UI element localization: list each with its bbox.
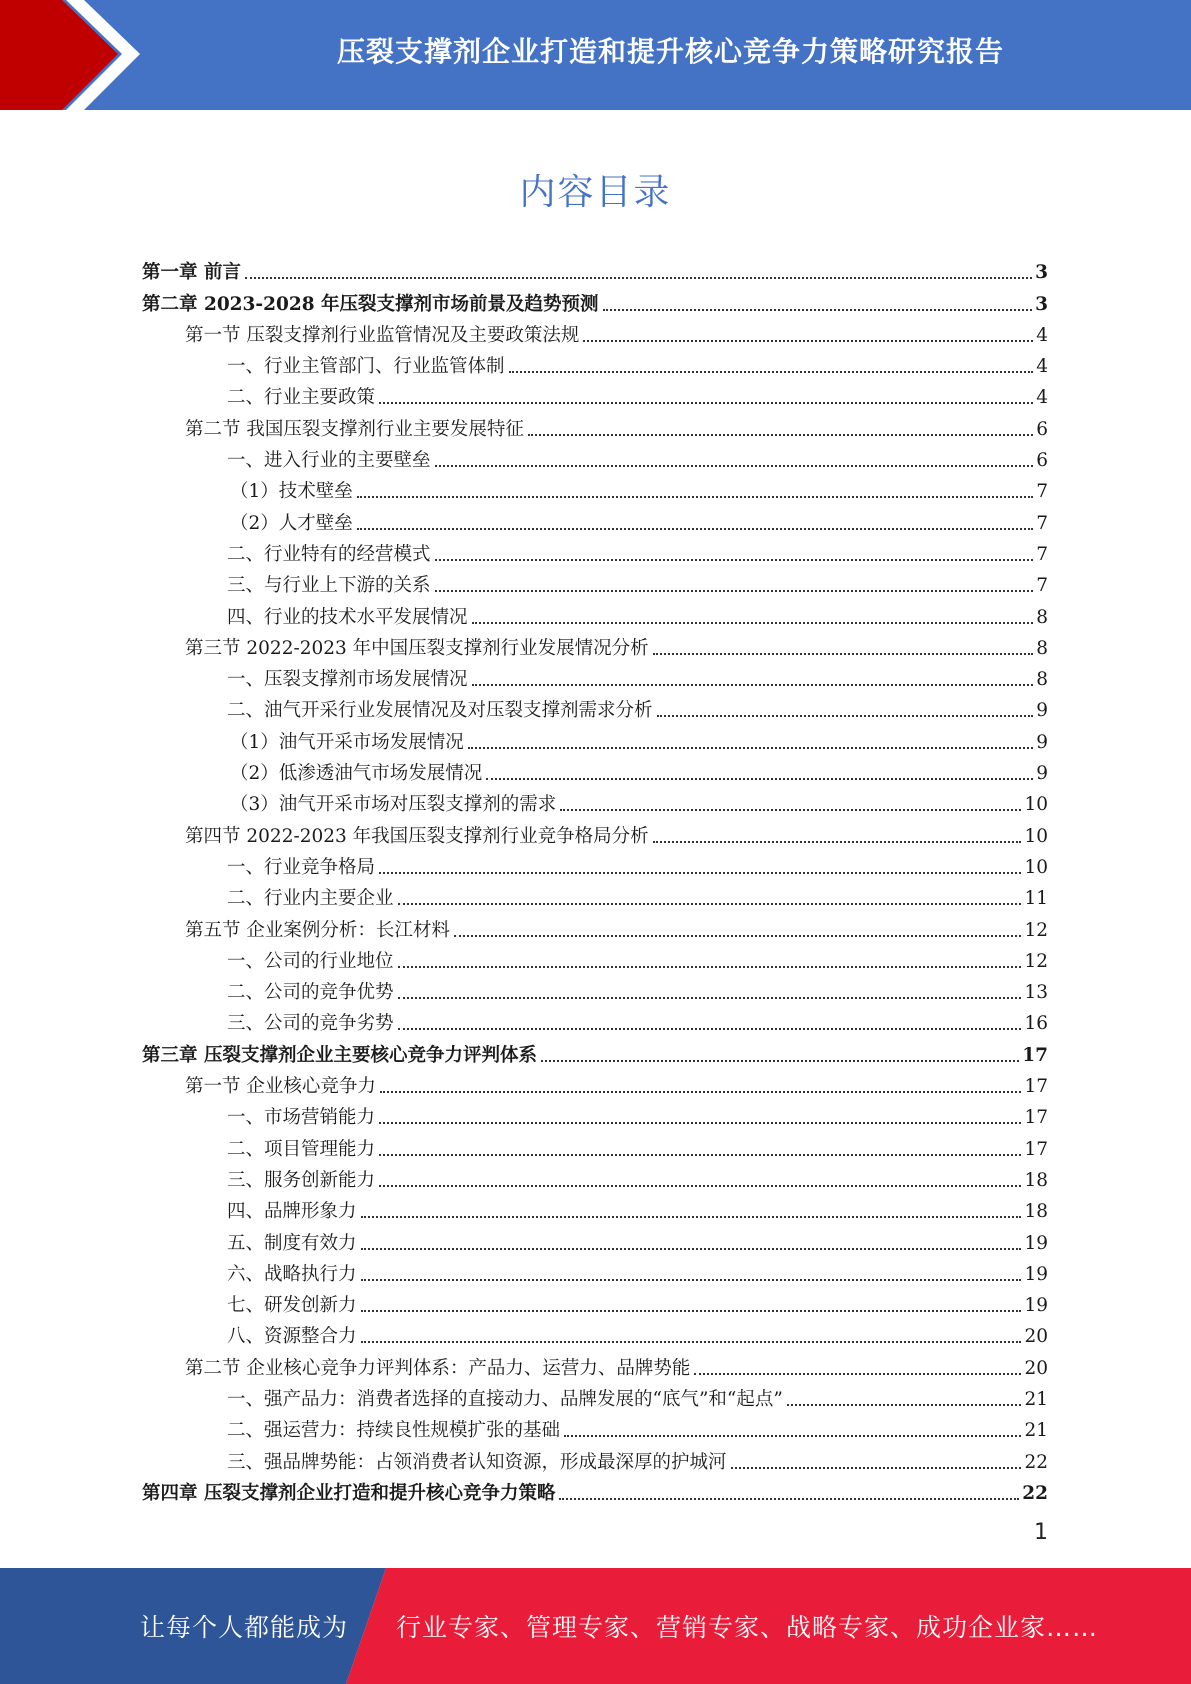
toc-entry-title: 第四节 2022-2023 年我国压裂支撑剂行业竞争格局分析 [185, 825, 649, 847]
toc-entry-title: 六、战略执行力 [227, 1263, 357, 1285]
toc-entry-title: （3）油气开采市场对压裂支撑剂的需求 [230, 794, 557, 816]
toc-entry[interactable] [142, 1286, 1048, 1317]
toc-entry-title: （2）人才壁垒 [230, 512, 353, 534]
toc-entry-page: 8 [1036, 669, 1048, 691]
toc-entry-title: 第一章 前言 [142, 262, 241, 284]
toc-dot-leader [583, 340, 1033, 342]
toc-entry-title: 第二节 企业核心竞争力评判体系：产品力、运营力、品牌势能 [185, 1357, 691, 1379]
toc-entry[interactable] [142, 816, 1048, 847]
toc-entry[interactable] [142, 785, 1048, 816]
toc-entry[interactable] [142, 441, 1048, 472]
toc-entry-title: 一、进入行业的主要壁垒 [227, 450, 431, 472]
toc-entry-page: 7 [1036, 543, 1048, 565]
toc-entry-page: 10 [1024, 794, 1048, 816]
toc-entry[interactable] [142, 284, 1048, 315]
toc-entry-title: 二、行业内主要企业 [227, 888, 394, 910]
toc-entry[interactable] [142, 1442, 1048, 1473]
toc-entry-page: 18 [1024, 1169, 1048, 1191]
toc-entry-page: 21 [1024, 1388, 1048, 1410]
toc-entry-page: 22 [1022, 1482, 1048, 1504]
toc-entry-title: （1）油气开采市场发展情况 [230, 731, 464, 753]
toc-entry-page: 22 [1024, 1451, 1048, 1473]
toc-entry-title: 三、公司的竞争劣势 [227, 1013, 394, 1035]
toc-entry-page: 7 [1036, 481, 1048, 503]
toc-entry-title: 二、公司的竞争优势 [227, 982, 394, 1004]
toc-entry-title: 第四章 压裂支撑剂企业打造和提升核心竞争力策略 [142, 1482, 556, 1504]
toc-entry[interactable] [142, 316, 1048, 347]
toc-entry-title: 五、制度有效力 [227, 1232, 357, 1254]
toc-dot-leader [653, 653, 1034, 655]
toc-entry[interactable] [142, 1067, 1048, 1098]
toc-entry-title: 第二章 2023-2028 年压裂支撑剂市场前景及趋势预测 [142, 293, 599, 315]
toc-entry[interactable] [142, 848, 1048, 879]
toc-entry[interactable] [142, 1348, 1048, 1379]
toc-dot-leader [603, 309, 1033, 311]
toc-entry-page: 10 [1024, 856, 1048, 878]
toc-entry-title: 二、油气开采行业发展情况及对压裂支撑剂需求分析 [227, 700, 653, 722]
footer-banner [0, 1568, 1191, 1684]
toc-dot-leader [560, 809, 1021, 811]
toc-dot-leader [357, 528, 1033, 530]
toc-entry-page: 6 [1036, 450, 1048, 472]
toc-dot-leader [559, 1498, 1019, 1500]
toc-entry[interactable] [142, 1035, 1048, 1066]
toc-entry[interactable] [142, 660, 1048, 691]
toc-entry-page: 9 [1036, 700, 1048, 722]
toc-dot-leader [379, 872, 1021, 874]
toc-entry-page: 21 [1024, 1420, 1048, 1442]
toc-entry[interactable] [142, 910, 1048, 941]
toc-entry-page: 4 [1036, 324, 1048, 346]
toc-entry-title: 第一节 压裂支撑剂行业监管情况及主要政策法规 [185, 324, 580, 346]
footer-slogan-right: 行业专家、管理专家、营销专家、战略专家、成功企业家…… [396, 1613, 1099, 1642]
toc-dot-leader [398, 1028, 1022, 1030]
toc-entry-title: 三、服务创新能力 [227, 1169, 376, 1191]
toc-entry-page: 16 [1024, 1013, 1048, 1035]
toc-entry-page: 4 [1036, 387, 1048, 409]
toc-dot-leader [657, 715, 1034, 717]
toc-entry[interactable] [142, 754, 1048, 785]
toc-entry-page: 12 [1024, 950, 1048, 972]
toc-entry-title: 第二节 我国压裂支撑剂行业主要发展特征 [185, 418, 524, 440]
toc-entry[interactable] [142, 1161, 1048, 1192]
toc-dot-leader [398, 903, 1022, 905]
toc-dot-leader [361, 1310, 1022, 1312]
toc-entry-title: 一、压裂支撑剂市场发展情况 [227, 669, 468, 691]
toc-entry-page: 20 [1024, 1357, 1048, 1379]
toc-entry-title: 一、行业主管部门、行业监管体制 [227, 356, 505, 378]
toc-dot-leader [379, 1154, 1021, 1156]
toc-entry-page: 17 [1024, 1076, 1048, 1098]
toc-dot-leader [435, 590, 1034, 592]
toc-dot-leader [245, 277, 1032, 279]
toc-entry-page: 7 [1036, 575, 1048, 597]
toc-entry-title: （1）技术壁垒 [230, 481, 353, 503]
toc-dot-leader [528, 434, 1033, 436]
toc-dot-leader [361, 1341, 1022, 1343]
toc-entry[interactable] [142, 879, 1048, 910]
toc-dot-leader [472, 622, 1034, 624]
toc-entry-page: 11 [1024, 888, 1048, 910]
toc-entry-title: 七、研发创新力 [227, 1295, 357, 1317]
table-of-contents [142, 253, 1048, 1505]
toc-dot-leader [731, 1467, 1022, 1469]
toc-entry-title: 第三节 2022-2023 年中国压裂支撑剂行业发展情况分析 [185, 637, 649, 659]
page-number: 1 [1034, 1520, 1048, 1545]
toc-entry-page: 18 [1024, 1201, 1048, 1223]
toc-dot-leader [509, 371, 1034, 373]
toc-entry-title: 第三章 压裂支撑剂企业主要核心竞争力评判体系 [142, 1044, 537, 1066]
toc-dot-leader [380, 1091, 1022, 1093]
toc-entry-page: 19 [1024, 1232, 1048, 1254]
toc-dot-leader [435, 465, 1034, 467]
toc-entry-page: 9 [1036, 763, 1048, 785]
toc-dot-leader [379, 1185, 1021, 1187]
toc-entry[interactable] [142, 1474, 1048, 1505]
toc-entry-title: 四、品牌形象力 [227, 1201, 357, 1223]
toc-dot-leader [361, 1279, 1022, 1281]
toc-dot-leader [379, 402, 1033, 404]
toc-entry[interactable] [142, 722, 1048, 753]
toc-entry-page: 12 [1024, 919, 1048, 941]
chevron-arrow-logo [0, 0, 150, 110]
toc-entry[interactable] [142, 1380, 1048, 1411]
toc-dot-leader [454, 935, 1022, 937]
toc-entry-page: 17 [1024, 1107, 1048, 1129]
toc-entry-page: 17 [1022, 1044, 1048, 1066]
toc-entry[interactable] [142, 1411, 1048, 1442]
toc-entry-page: 7 [1036, 512, 1048, 534]
toc-entry-page: 20 [1024, 1326, 1048, 1348]
toc-entry[interactable] [142, 1129, 1048, 1160]
toc-entry[interactable] [142, 1317, 1048, 1348]
toc-entry-title: 四、行业的技术水平发展情况 [227, 606, 468, 628]
toc-dot-leader [361, 1248, 1022, 1250]
toc-entry[interactable] [142, 378, 1048, 409]
report-header [0, 0, 1191, 110]
toc-entry-page: 3 [1035, 262, 1048, 284]
toc-entry-page: 3 [1035, 293, 1048, 315]
toc-dot-leader [435, 559, 1034, 561]
toc-entry[interactable] [142, 503, 1048, 534]
toc-entry-page: 19 [1024, 1295, 1048, 1317]
toc-entry-title: 第一节 企业核心竞争力 [185, 1076, 376, 1098]
toc-entry-page: 4 [1036, 356, 1048, 378]
toc-dot-leader [694, 1373, 1021, 1375]
report-title: 压裂支撑剂企业打造和提升核心竞争力策略研究报告 [336, 35, 1004, 68]
toc-dot-leader [541, 1060, 1019, 1062]
toc-entry[interactable] [142, 253, 1048, 284]
toc-entry[interactable] [142, 942, 1048, 973]
toc-dot-leader [468, 747, 1033, 749]
toc-entry-title: 八、资源整合力 [227, 1326, 357, 1348]
toc-entry[interactable] [142, 535, 1048, 566]
toc-entry[interactable] [142, 691, 1048, 722]
toc-entry[interactable] [142, 566, 1048, 597]
footer-slogan-left: 让每个人都能成为 [140, 1613, 349, 1642]
toc-dot-leader [486, 778, 1033, 780]
toc-entry[interactable] [142, 1004, 1048, 1035]
toc-entry-title: 三、与行业上下游的关系 [227, 575, 431, 597]
toc-entry[interactable] [142, 1098, 1048, 1129]
toc-entry-title: 二、行业主要政策 [227, 387, 376, 409]
toc-dot-leader [398, 966, 1022, 968]
toc-entry-title: 二、项目管理能力 [227, 1138, 376, 1160]
toc-entry[interactable] [142, 629, 1048, 660]
toc-dot-leader [357, 496, 1033, 498]
toc-dot-leader [472, 684, 1034, 686]
toc-entry[interactable] [142, 1192, 1048, 1223]
toc-dot-leader [398, 997, 1022, 999]
toc-entry-title: 一、强产品力：消费者选择的直接动力、品牌发展的“底气”和“起点” [227, 1388, 783, 1410]
toc-dot-leader [787, 1404, 1022, 1406]
toc-entry-title: 一、行业竞争格局 [227, 856, 376, 878]
toc-entry-title: 一、市场营销能力 [227, 1107, 376, 1129]
toc-entry[interactable] [142, 347, 1048, 378]
toc-entry[interactable] [142, 1223, 1048, 1254]
toc-entry[interactable] [142, 973, 1048, 1004]
toc-entry-title: 三、强品牌势能：占领消费者认知资源，形成最深厚的护城河 [227, 1451, 727, 1473]
toc-entry-title: （2）低渗透油气市场发展情况 [230, 763, 483, 785]
toc-entry-page: 13 [1024, 982, 1048, 1004]
toc-dot-leader [653, 841, 1022, 843]
toc-entry-title: 二、行业特有的经营模式 [227, 543, 431, 565]
toc-entry-page: 10 [1024, 825, 1048, 847]
toc-entry-page: 9 [1036, 731, 1048, 753]
toc-dot-leader [564, 1435, 1021, 1437]
toc-entry[interactable] [142, 409, 1048, 440]
toc-entry-page: 17 [1024, 1138, 1048, 1160]
toc-heading: 内容目录 [519, 172, 672, 213]
toc-dot-leader [379, 1122, 1021, 1124]
toc-dot-leader [361, 1216, 1022, 1218]
toc-entry[interactable] [142, 597, 1048, 628]
toc-entry-title: 一、公司的行业地位 [227, 950, 394, 972]
toc-entry-page: 8 [1036, 606, 1048, 628]
toc-entry-page: 8 [1036, 637, 1048, 659]
toc-entry[interactable] [142, 1255, 1048, 1286]
toc-entry-page: 19 [1024, 1263, 1048, 1285]
toc-entry-page: 6 [1036, 418, 1048, 440]
toc-entry-title: 二、强运营力：持续良性规模扩张的基础 [227, 1420, 561, 1442]
toc-entry-title: 第五节 企业案例分析：长江材料 [185, 919, 450, 941]
toc-entry[interactable] [142, 472, 1048, 503]
